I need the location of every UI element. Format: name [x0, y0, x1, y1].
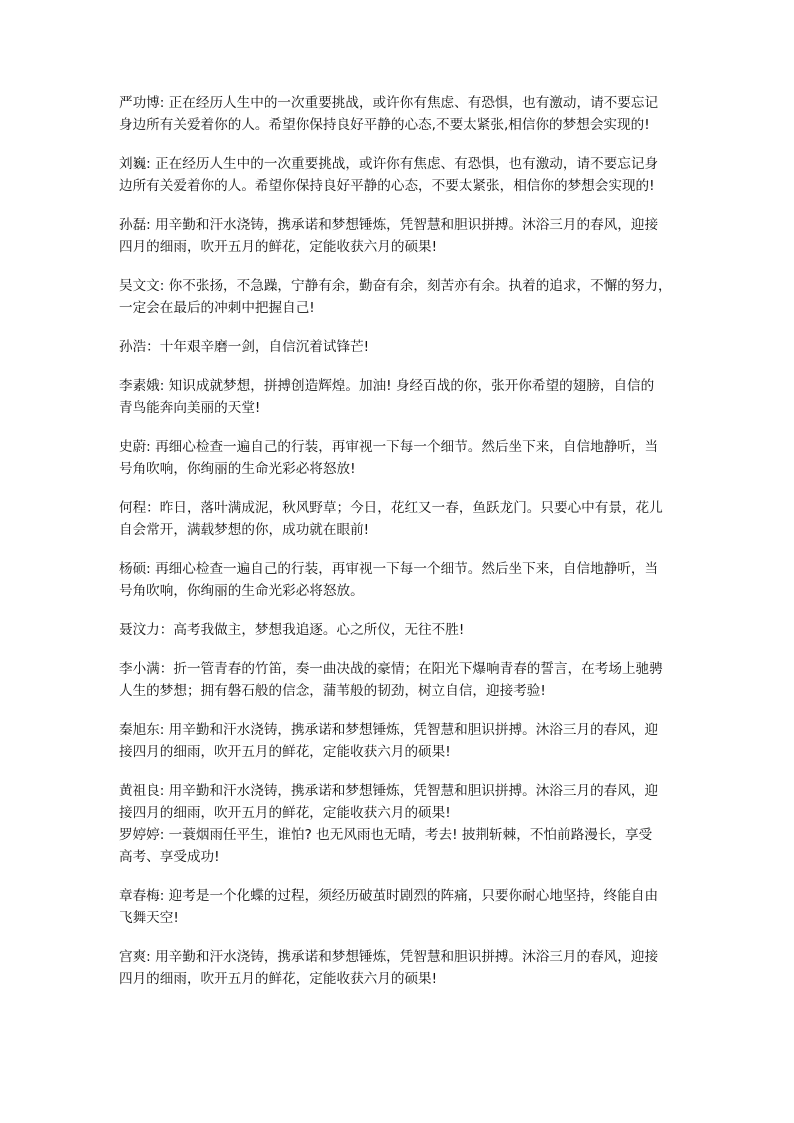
message-line: 飞舞天空! — [119, 910, 179, 926]
message-entry-5 — [119, 336, 679, 358]
message-line: 高考、享受成功! — [119, 849, 220, 865]
message-entry-3 — [119, 214, 679, 258]
message-entry-7 — [119, 436, 679, 480]
message-line: 宫爽: 用辛勤和汗水浇铸，携承诺和梦想锤炼，凭智慧和胆识拼搏。沐浴三月的春风，迎接 — [119, 949, 659, 965]
message-line: 章春梅: 迎考是一个化蝶的过程，须经历破茧时剧烈的阵痛，只要你耐心地坚持，终能自由 — [119, 888, 659, 904]
message-line: 罗婷婷: 一蓑烟雨任平生，谁怕? 也无风雨也无晴，考去! 披荆斩棘，不怕前路漫长，享受 — [119, 827, 653, 843]
message-line: 身边所有关爱着你的人。希望你保持良好平静的心态,不要太紧张,相信你的梦想会实现的! — [119, 117, 650, 133]
message-entry-11 — [119, 658, 679, 702]
message-line: 何程：昨日，落叶满成泥，秋风野草；今日，花红又一春，鱼跃龙门。只要心中有景，花儿 — [119, 500, 663, 516]
message-line: 黄祖良: 用辛勤和汗水浇铸，携承诺和梦想锤炼，凭智慧和胆识拼搏。沐浴三月的春风，迎 — [119, 783, 659, 799]
message-line: 一定会在最后的冲刺中把握自己! — [119, 300, 315, 316]
message-line: 号角吹响，你绚丽的生命光彩必将怒放。 — [119, 583, 364, 599]
message-line: 边所有关爱着你的人。希望你保持良好平静的心态，不要太紧张，相信你的梦想会实现的! — [119, 178, 655, 194]
message-line: 史蔚: 再细心检查一遍自己的行装，再审视一下每一个细节。然后坐下来，自信地静听，当 — [119, 439, 659, 455]
message-line: 李小满：折一管青春的竹笛，奏一曲决战的豪情；在阳光下爆响青春的誓言，在考场上驰骋 — [119, 661, 663, 677]
message-entry-4 — [119, 275, 679, 319]
message-line: 接四月的细雨，吹开五月的鲜花，定能收获六月的硕果! — [119, 744, 451, 760]
message-entry-9 — [119, 558, 679, 602]
message-line: 人生的梦想；拥有磐石般的信念，蒲苇般的韧劲，树立自信，迎接考验! — [119, 683, 546, 699]
message-line: 聂汶力：高考我做主，梦想我追逐。心之所仪，无往不胜! — [119, 622, 465, 638]
message-line: 青鸟能奔向美丽的天堂! — [119, 400, 261, 416]
message-entry-2 — [119, 153, 679, 197]
message-entry-14 — [119, 824, 679, 868]
message-entry-12 — [119, 719, 679, 763]
message-entry-8 — [119, 497, 679, 541]
message-line: 四月的细雨，吹开五月的鲜花，定能收获六月的硕果! — [119, 239, 438, 255]
message-line: 吴文文: 你不张扬，不急躁，宁静有余，勤奋有余，刻苦亦有余。执着的追求，不懈的努力， — [119, 278, 672, 294]
message-entry-15 — [119, 885, 679, 929]
message-line: 四月的细雨，吹开五月的鲜花，定能收获六月的硕果! — [119, 971, 438, 987]
message-line: 严功博: 正在经历人生中的一次重要挑战，或许你有焦虑、有恐惧，也有激动，请不要忘记 — [119, 95, 659, 111]
message-entry-13 — [119, 780, 679, 824]
message-entry-10 — [119, 619, 679, 641]
message-line: 自会常开，满载梦想的你，成功就在眼前! — [119, 522, 370, 538]
message-line: 孙磊: 用辛勤和汗水浇铸，携承诺和梦想锤炼，凭智慧和胆识拼搏。沐浴三月的春风，迎接 — [119, 217, 659, 233]
document-page — [119, 92, 679, 1007]
message-line: 刘巍: 正在经历人生中的一次重要挑战，或许你有焦虑、有恐惧，也有激动，请不要忘记身 — [119, 156, 659, 172]
message-line: 杨硕: 再细心检查一遍自己的行装，再审视一下每一个细节。然后坐下来，自信地静听，当 — [119, 561, 659, 577]
message-line: 号角吹响，你绚丽的生命光彩必将怒放! — [119, 461, 356, 477]
message-entry-1 — [119, 92, 679, 136]
message-line: 接四月的细雨，吹开五月的鲜花，定能收获六月的硕果! — [119, 805, 451, 821]
message-line: 孙浩：十年艰辛磨一剑，自信沉着试锋芒! — [119, 339, 370, 355]
message-entry-16 — [119, 946, 679, 990]
message-line: 秦旭东: 用辛勤和汗水浇铸，携承诺和梦想锤炼，凭智慧和胆识拼搏。沐浴三月的春风，迎 — [119, 722, 659, 738]
message-entry-6 — [119, 375, 679, 419]
message-line: 李素娥: 知识成就梦想，拼搏创造辉煌。加油! 身经百战的你，张开你希望的翅膀，自信的 — [119, 378, 655, 394]
